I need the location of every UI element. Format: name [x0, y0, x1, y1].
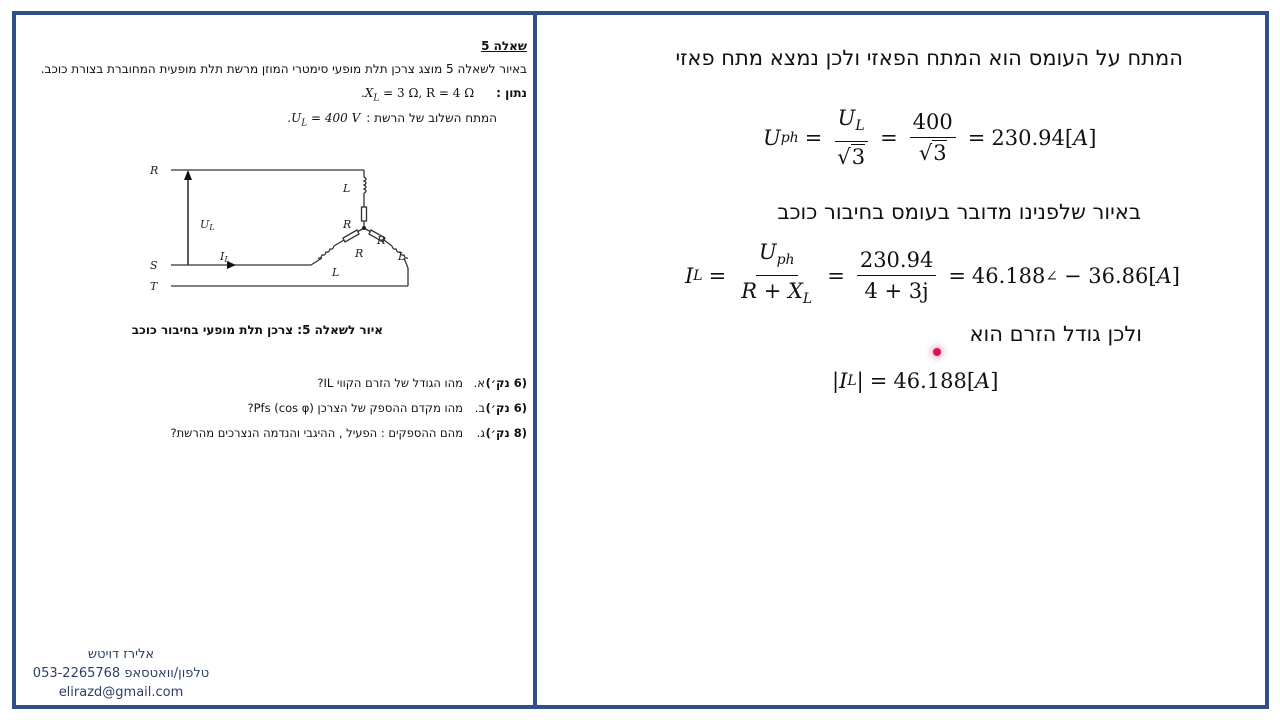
question-points: (6 נק׳)	[485, 400, 527, 415]
question-title: שאלה 5	[481, 39, 527, 53]
line-label-r: R	[150, 164, 159, 177]
eq2-frac1-den-sub: L	[802, 291, 813, 308]
question-item-a	[107, 370, 527, 395]
line-voltage-label: המתח השלוב של הרשת :	[366, 111, 497, 125]
sqrt-icon: √3	[918, 141, 947, 166]
eq2-unit: [A]	[1148, 263, 1180, 288]
svg-text:R: R	[343, 218, 352, 231]
figure-caption: איור לשאלה 5: צרכן תלת מופעי בחיבור כוכב	[131, 323, 383, 337]
svg-text:L: L	[398, 250, 406, 263]
question-points: (8 נק׳)	[485, 425, 527, 440]
line-current-equation: I L = $\frac{U_{ph}}{R + X_L}$ = $\frac{230.94}{4 + 3j}$ = 46.188 ∠ − 36.86 [A]	[685, 239, 1180, 312]
eq1-frac1-num-sub: L	[855, 118, 865, 135]
svg-text:R: R	[355, 247, 364, 260]
eq2-lhs-sub: L	[693, 267, 703, 284]
contact-phone: טלפון/וואטסאפ 053-2265768	[32, 666, 210, 681]
contact-email[interactable]: elirazd@gmail.com	[58, 685, 184, 700]
eq2-fraction-1	[738, 239, 815, 312]
question-item-b	[107, 395, 527, 420]
phase-voltage-equation: U ph = $\frac{U_L}{√3}$ = $\frac{400}{√3}$ = 230.94 [A]	[763, 106, 1097, 170]
eq3-lhs-close: |	[856, 369, 864, 393]
svg-text:L: L	[343, 182, 351, 195]
ul-value: = 400 V	[307, 111, 361, 125]
pointer-cursor-icon	[933, 348, 941, 356]
sqrt-icon: √3	[837, 145, 866, 170]
eq1-lhs: U	[763, 125, 781, 150]
given-label: נתון :	[496, 86, 527, 100]
solution-panel	[537, 15, 1265, 705]
eq2-fraction-2	[857, 247, 936, 304]
eq2-angle: − 36.86	[1063, 263, 1149, 288]
question-text: מהם ההספקים : הפעיל , ההיגבי והנדמה הנצרכים מהרשת?	[170, 425, 463, 440]
questions-list	[107, 370, 527, 445]
question-points: (6 נק׳)	[485, 375, 527, 390]
given-values: $.X_L = 3$ Ω, R = 4 Ω	[360, 86, 475, 104]
contact-name: אלירז דויטש	[87, 647, 155, 662]
eq1-fraction-2	[910, 109, 956, 166]
ul-symbol: U	[291, 111, 302, 125]
solution-line-2: באיור שלפנינו מדובר בעומס בחיבור כוכב	[777, 200, 1141, 224]
given-row	[361, 86, 527, 103]
xl-sub: L	[373, 93, 380, 104]
eq1-frac2-num: 400	[910, 109, 956, 138]
eq2-frac1-num: U	[758, 240, 777, 264]
eq3-result: 46.188	[893, 369, 967, 393]
question-panel	[16, 15, 533, 705]
eq2-magnitude: 46.188	[971, 263, 1046, 288]
line-voltage-value: $.U_L = 400$ V	[287, 111, 361, 129]
current-label-il: IL	[220, 250, 230, 264]
eq1-fraction-1	[834, 105, 868, 170]
eq2-frac2-num: 230.94	[857, 247, 936, 276]
eq2-frac1-num-sub: ph	[776, 252, 795, 269]
xl-symbol: X	[364, 86, 374, 100]
question-letter: ג.	[476, 425, 485, 440]
eq1-lhs-sub: ph	[780, 129, 799, 146]
voltage-label-ul: UL	[200, 218, 215, 232]
eq2-frac2-den: 4 + 3j	[864, 279, 929, 304]
eq2-lhs: I	[685, 263, 694, 288]
solution-line-1: המתח על העומס הוא המתח הפאזי ולכן נמצא מתח פאזי	[675, 46, 1183, 70]
current-magnitude-equation: |I L | = 46.188 [A]	[832, 369, 999, 393]
given-values-rest: = 3 Ω, R = 4 Ω	[379, 86, 475, 100]
question-description: באיור לשאלה 5 מוצג צרכן תלת מופעי סימטרי המוזן מרשת תלת מופעית המחוברת בצורת כוכב.	[40, 62, 527, 76]
svg-text:L: L	[332, 266, 340, 279]
line-label-s: S	[150, 259, 158, 272]
ul-sub: L	[301, 118, 308, 129]
eq2-frac1-den: R + X	[741, 279, 803, 304]
line-label-t: T	[150, 280, 158, 293]
question-letter: א.	[473, 375, 485, 390]
eq1-unit: [A]	[1064, 125, 1097, 150]
solution-line-3: ולכן גודל הזרם הוא	[969, 322, 1142, 346]
star-circuit-diagram	[136, 160, 436, 310]
question-text: מהו הגודל של הזרם הקווי IL?	[317, 375, 463, 390]
svg-text:R: R	[377, 234, 386, 247]
eq1-result: 230.94	[991, 125, 1065, 150]
eq1-frac1-den: 3	[851, 145, 866, 170]
eq1-frac1-num: U	[837, 106, 856, 130]
angle-icon: ∠	[1045, 266, 1058, 285]
eq1-frac2-den: 3	[933, 141, 947, 166]
line-voltage-row	[287, 111, 497, 128]
eq3-lhs: |I	[832, 369, 848, 393]
question-letter: ב.	[474, 400, 485, 415]
question-item-c	[107, 420, 527, 445]
eq3-lhs-sub: L	[847, 373, 857, 389]
eq3-unit: [A]	[966, 369, 999, 393]
contact-info	[16, 645, 226, 702]
question-text: מהו מקדם ההספק של הצרכן Pfs (cos φ)?	[247, 400, 463, 415]
